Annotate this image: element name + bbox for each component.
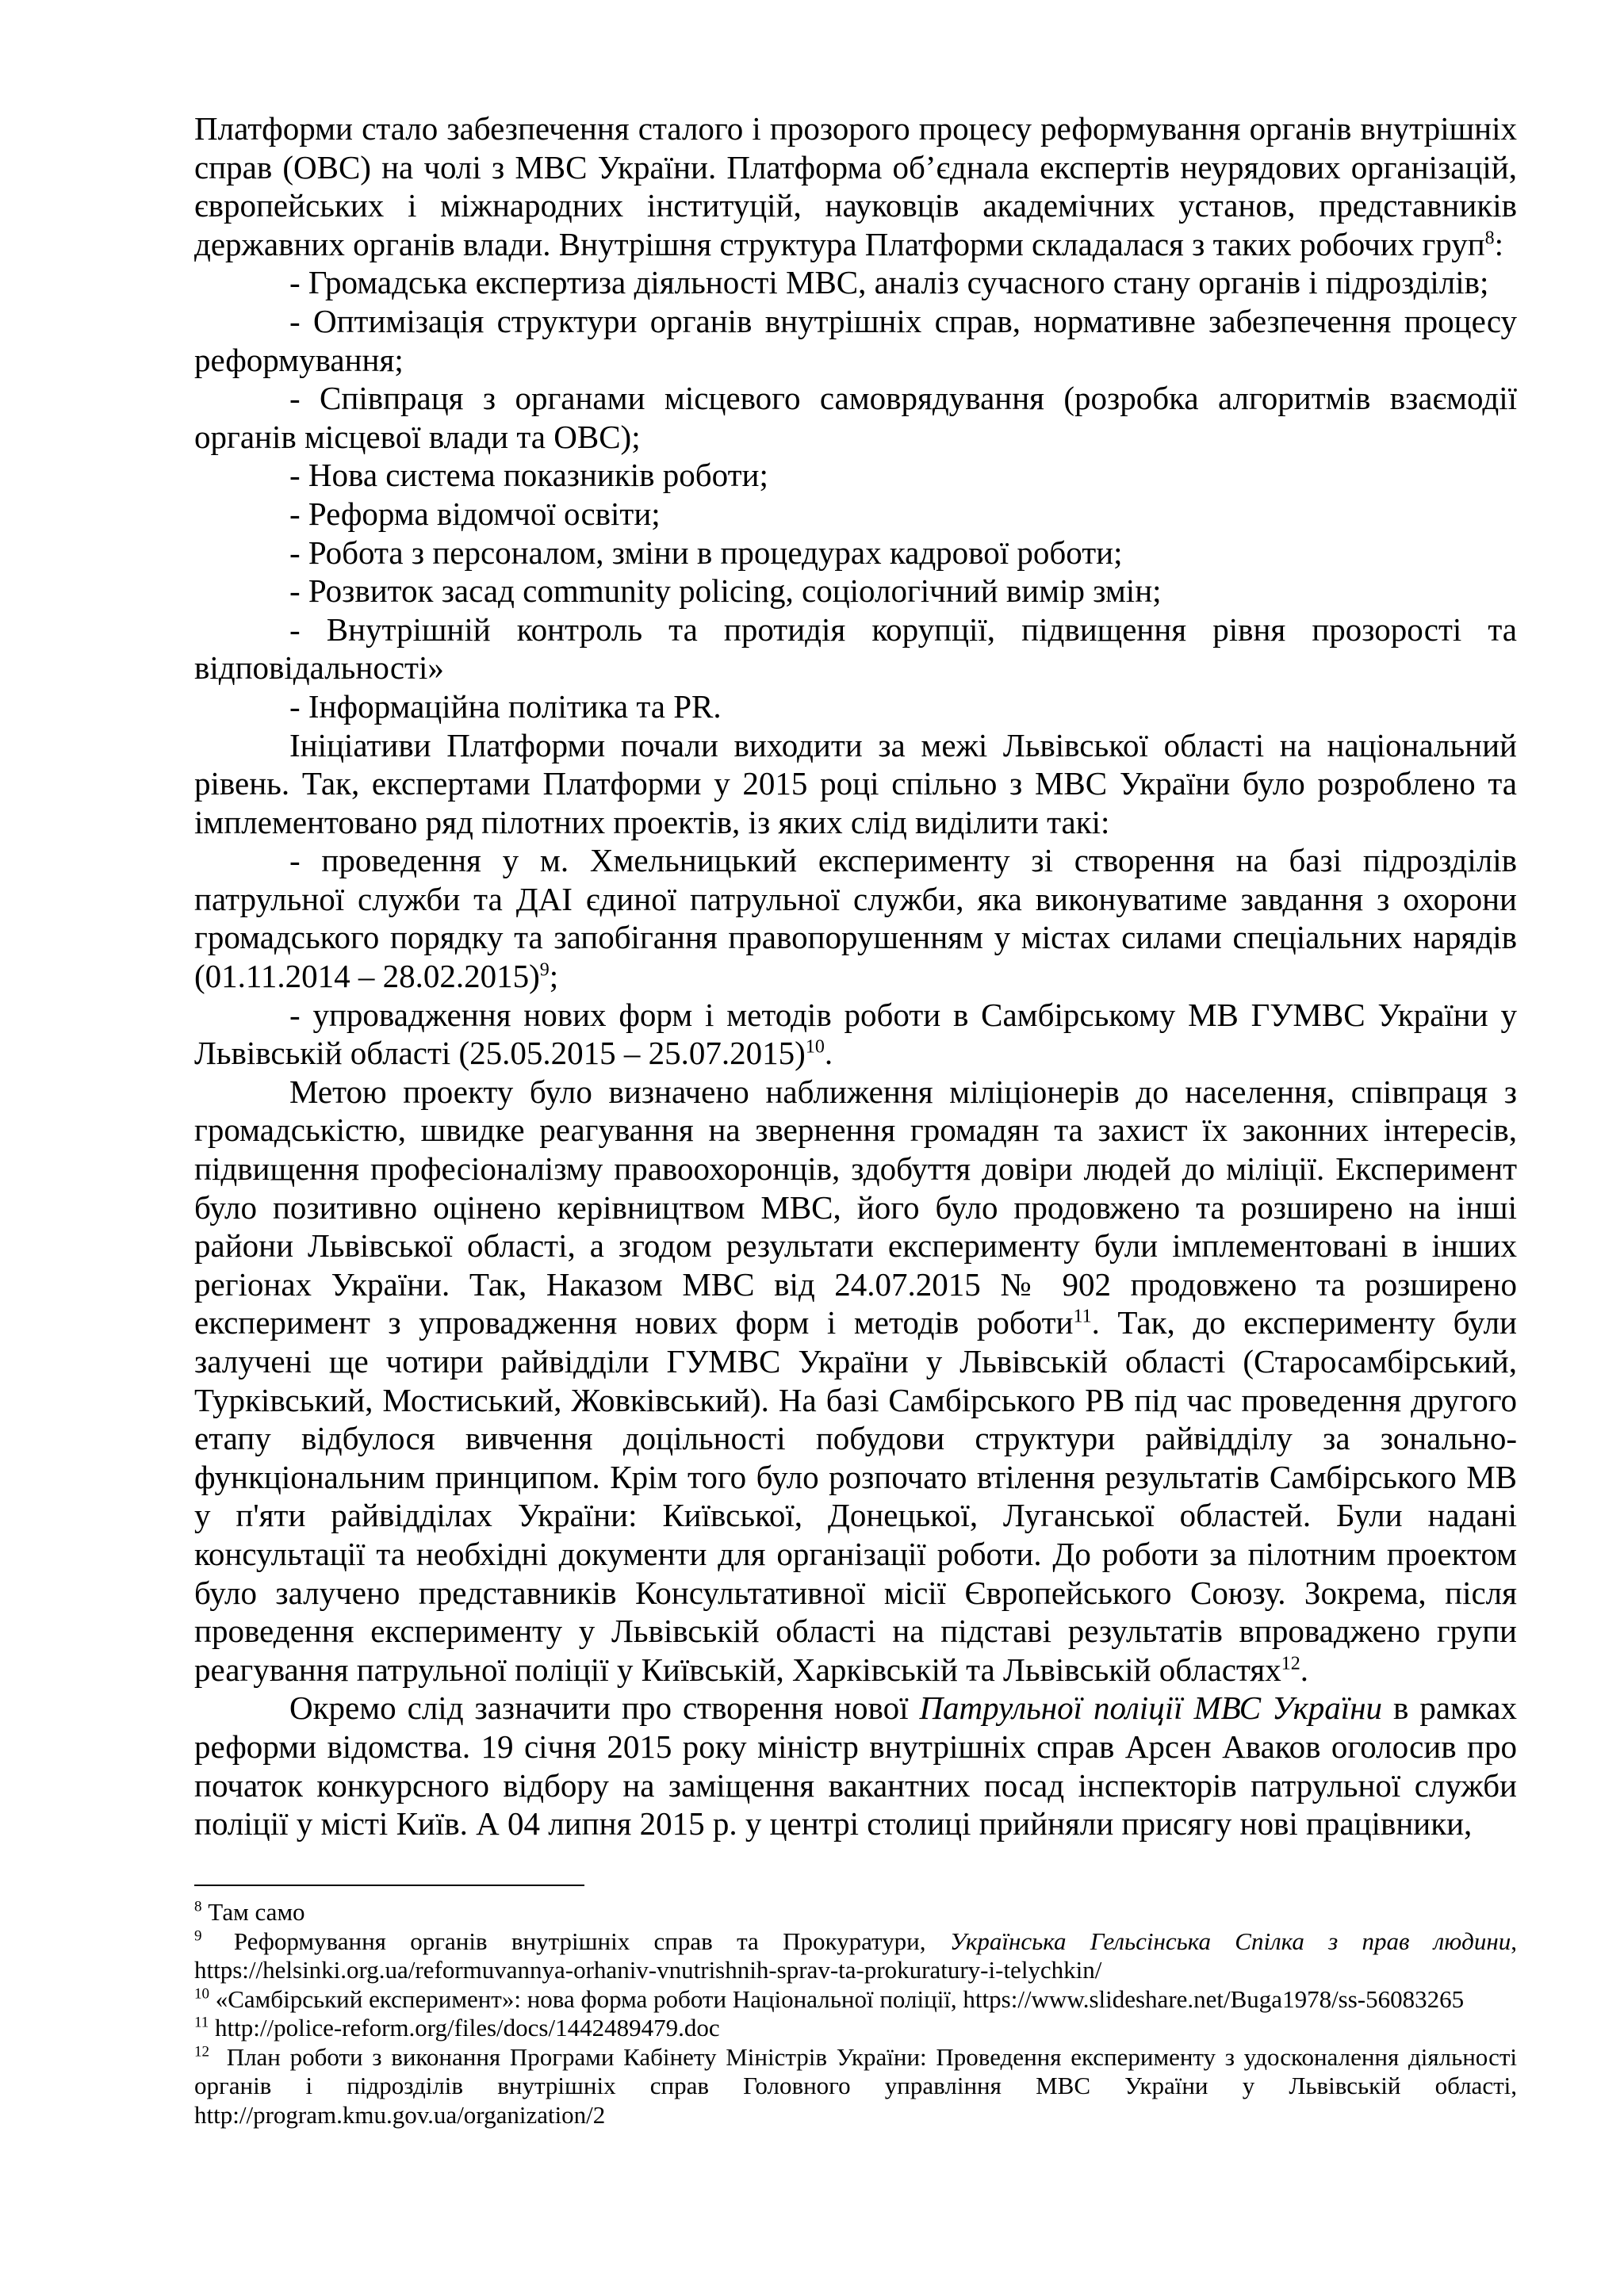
footnote-number: 9: [194, 1927, 202, 1945]
footnote-10: [194, 1985, 1517, 2015]
footnote-separator: [194, 1885, 584, 1886]
paragraph-project-goal: [194, 1073, 1517, 1689]
list-item-group-1: - Громадська експертиза діяльності МВС, аналіз сучасного стану органів і підрозділів;: [289, 264, 1489, 301]
paragraph-platform: [194, 109, 1517, 263]
footnote-ref-11[interactable]: 11: [1073, 1306, 1092, 1327]
pilot-text: - проведення у м. Хмельницький експерименту зі створення на базі підрозділів патрульної служби та ДАІ єдиної патрульної служби, яка виконуватиме завдання з охорони громадського порядку та запобігання правопорушенням у містах силами спеціальних нарядів (01.11.2014 – 28.02.2015): [194, 842, 1517, 995]
pilot-text-end: .: [824, 1035, 833, 1072]
footnote-text[interactable]: «Самбірський експеримент»: нова форма роботи Національної поліції, https://www.slideshare.net/Buga1978/ss-56083265: [215, 1984, 1465, 2013]
list-item-group-9: - Інформаційна політика та PR.: [289, 687, 722, 725]
footnote-11: [194, 2014, 1517, 2043]
footnote-link[interactable]: http://police-reform.org/files/docs/1442489479.doc: [215, 2014, 720, 2042]
pilot-text: - упровадження нових форм і методів роботи в Самбірському МВ ГУМВС України у Львівській області (25.05.2015 – 25.07.2015): [194, 996, 1517, 1072]
paragraph-text: Метою проекту було визначено наближення міліціонерів до населення, співпраця з громадськістю, швидке реагування на звернення громадян та захист їх законних інтересів, підвищення професіоналізму правоохоронців, здобуття довіри людей до міліції. Експеримент було позитивно оцінено керівництвом МВС, його було продовжено та розширено на інші райони Львівської області, а згодом результати експерименту були імплементовані в інших регіонах України. Так, Наказом МВС від 24.07.2015 № 902 продовжено та розширено експеримент з упровадження нових форм і методів роботи: [194, 1073, 1517, 1341]
paragraph-text: . Так, до експерименту були залучені ще чотири райвідділи ГУМВС України у Львівській області (Старосамбірський, Турківський, Мостиський, Жовківський). На базі Самбірського РВ під час проведення другого етапу відбулося вивчення доцільності побудови структури райвідділу за зонально-функціональним принципом. Крім того було розпочато втілення результатів Самбірського МВ у п'яти райвідділах України: Київської, Донецької, Луганської областей. Були надані консультації та необхідні документи для організації роботи. До роботи за пілотним проектом було залучено представників Консультативної місії Європейського Союзу. Зокрема, після проведення експерименту у Львівській області на підставі результатів впроваджено групи реагування патрульної поліції у Київській, Харківській та Львівській областях: [194, 1304, 1517, 1688]
list-item-pilot-2: [194, 996, 1517, 1073]
list-item-group-7: - Розвиток засад community policing, соціологічний вимір змін;: [289, 572, 1162, 610]
footnote-12: [194, 2043, 1517, 2130]
list-item-pilot-1: [194, 841, 1517, 995]
list-item-group-2: - Оптимізація структури органів внутрішніх справ, нормативне забезпечення процесу реформування;: [194, 302, 1517, 378]
footnote-number: 10: [194, 1985, 209, 2003]
footnote-ref-10[interactable]: 10: [805, 1036, 825, 1058]
footnote-number: 12: [194, 2043, 209, 2061]
footnote-text[interactable]: План роботи з виконання Програми Кабінету Міністрів України: Проведення експерименту з удосконалення діяльності органів і підрозділів внутрішніх справ Головного управління МВС України у Львівській області, http://program.kmu.gov.ua/organization/2: [194, 2042, 1518, 2129]
document-body: [194, 109, 1517, 1843]
footnote-text: Реформування органів внутрішніх справ та Прокуратури,: [233, 1927, 950, 1955]
list-item-group-5: - Реформа відомчої освіти;: [289, 495, 661, 532]
paragraph-text: в рамках реформи відомства. 19 січня 2015 року міністр внутрішніх справ Арсен Аваков оголосив про початок конкурсного відбору на заміщення вакантних посад інспекторів патрульної служби поліції у місті Київ. А 04 липня 2015 р. у центрі столиці прийняли присягу нові працівники,: [194, 1689, 1518, 1843]
footnote-italic-source: Українська Гельсінська Спілка з прав людини: [949, 1927, 1511, 1955]
list-item-group-4: - Нова система показників роботи;: [289, 457, 768, 494]
paragraph-text-end: :: [1494, 225, 1504, 262]
italic-term: Патрульної поліції МВС України: [919, 1689, 1383, 1727]
footnote-link[interactable]: , https://helsinki.org.ua/reformuvannya-orhaniv-vnutrishnih-sprav-ta-prokuratury-i-telychkin/: [194, 1927, 1517, 1984]
list-item-group-6: - Робота з персоналом, зміни в процедурах кадрової роботи;: [289, 534, 1123, 571]
footnote-text: Там само: [208, 1898, 305, 1926]
list-item-group-3: - Співпраця з органами місцевого самоврядування (розробка алгоритмів взаємодії органів місцевої влади та ОВС);: [194, 380, 1517, 455]
paragraph-text: Платформи стало забезпечення сталого і прозорого процесу реформування органів внутрішніх справ (ОВС) на чолі з МВС України. Платформа об’єднала експертів неурядових організацій, європейських і міжнародних інституцій, науковців академічних установ, представників державних органів влади. Внутрішня структура Платформи складалася з таких робочих груп: [194, 110, 1517, 262]
footnote-number: 11: [194, 2014, 209, 2031]
paragraph-initiatives: Ініціативи Платформи почали виходити за межі Львівської області на національний рівень. Так, експертами Платформи у 2015 році спільно з МВС України було розроблено та імплементовано ряд пілотних проектів, із яких слід виділити такі:: [194, 726, 1517, 840]
footnote-ref-12[interactable]: 12: [1281, 1653, 1300, 1674]
list-item-group-8: - Внутрішній контроль та протидія корупції, підвищення рівня прозорості та відповідальності»: [194, 610, 1517, 687]
footnote-ref-8[interactable]: 8: [1484, 228, 1495, 249]
footnote-8: [194, 1898, 1517, 1927]
paragraph-text-end: .: [1300, 1651, 1308, 1688]
paragraph-text: Окремо слід зазначити про створення нової: [289, 1689, 920, 1727]
footnotes: [194, 1898, 1517, 2130]
pilot-text-end: ;: [549, 958, 559, 995]
footnote-9: [194, 1927, 1517, 1985]
footnote-ref-9[interactable]: 9: [539, 959, 550, 981]
paragraph-patrol-police: [194, 1689, 1517, 1843]
footnote-number: 8: [194, 1898, 202, 1915]
